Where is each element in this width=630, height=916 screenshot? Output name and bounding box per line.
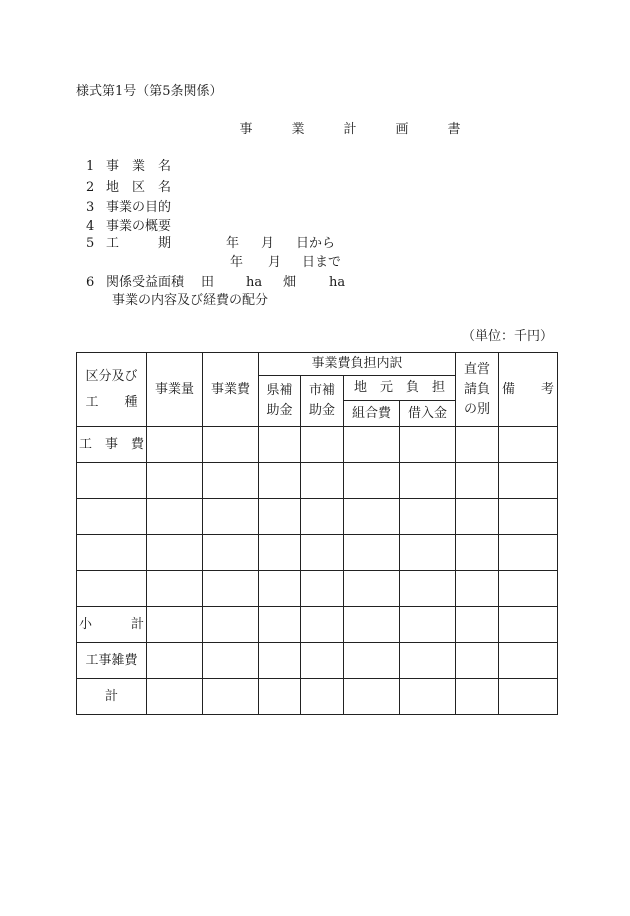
end-day: 日まで bbox=[302, 255, 342, 270]
header-union-fee: 組合費 bbox=[344, 401, 400, 427]
row-label: 工 事 費 bbox=[77, 427, 147, 463]
row-label: 小 計 bbox=[77, 607, 147, 643]
table-row bbox=[77, 427, 558, 463]
row-label: 計 bbox=[77, 679, 147, 715]
subheading: 事業の内容及び経費の配分 bbox=[112, 293, 269, 308]
table-row bbox=[77, 535, 558, 571]
header-method: 直営 請負 の別 bbox=[456, 353, 499, 427]
title-char: 計 bbox=[343, 122, 357, 137]
end-year: 年 bbox=[230, 255, 244, 270]
row-label bbox=[77, 571, 147, 607]
start-year: 年 bbox=[226, 236, 240, 251]
item-4: 4 事業の概要 bbox=[86, 219, 172, 234]
table-row bbox=[77, 643, 558, 679]
header-remarks: 備 考 bbox=[499, 353, 558, 427]
header-quantity: 事業量 bbox=[147, 353, 203, 427]
upland-unit: ha bbox=[329, 275, 346, 290]
start-day: 日から bbox=[296, 236, 336, 251]
row-label bbox=[77, 535, 147, 571]
field-label: 田 bbox=[201, 275, 215, 290]
budget-table bbox=[76, 352, 558, 715]
title-char: 画 bbox=[395, 122, 409, 137]
document-title bbox=[220, 122, 480, 138]
table-row bbox=[77, 571, 558, 607]
item-5: 5 工 期 bbox=[86, 236, 172, 251]
start-month: 月 bbox=[261, 236, 275, 251]
row-label bbox=[77, 499, 147, 535]
field-unit: ha bbox=[246, 275, 263, 290]
header-cost: 事業費 bbox=[203, 353, 259, 427]
end-month: 月 bbox=[268, 255, 282, 270]
upland-label: 畑 bbox=[283, 275, 297, 290]
header-breakdown: 事業費負担内訳 bbox=[259, 353, 456, 376]
title-char: 事 bbox=[239, 122, 253, 137]
table-row bbox=[77, 499, 558, 535]
table-row bbox=[77, 463, 558, 499]
title-char: 書 bbox=[447, 122, 461, 137]
header-local-burden: 地 元 負 担 bbox=[344, 376, 456, 401]
title-char: 業 bbox=[291, 122, 305, 137]
form-number: 様式第1号（第5条関係） bbox=[76, 84, 223, 99]
item-3: 3 事業の目的 bbox=[86, 200, 172, 215]
header-kubun: 区分及び 工 種 bbox=[77, 353, 147, 427]
row-label bbox=[77, 463, 147, 499]
item-2: 2 地 区 名 bbox=[86, 180, 172, 195]
row-label: 工事雑費 bbox=[77, 643, 147, 679]
unit-note: （単位：千円） bbox=[462, 329, 554, 344]
item-6: 6 関係受益面積 bbox=[86, 275, 185, 290]
table-row bbox=[77, 607, 558, 643]
header-loan: 借入金 bbox=[400, 401, 456, 427]
item-1: 1 事 業 名 bbox=[86, 159, 172, 174]
header-pref-subsidy: 県補 助金 bbox=[259, 376, 301, 427]
header-city-subsidy: 市補 助金 bbox=[301, 376, 344, 427]
table-row bbox=[77, 679, 558, 715]
